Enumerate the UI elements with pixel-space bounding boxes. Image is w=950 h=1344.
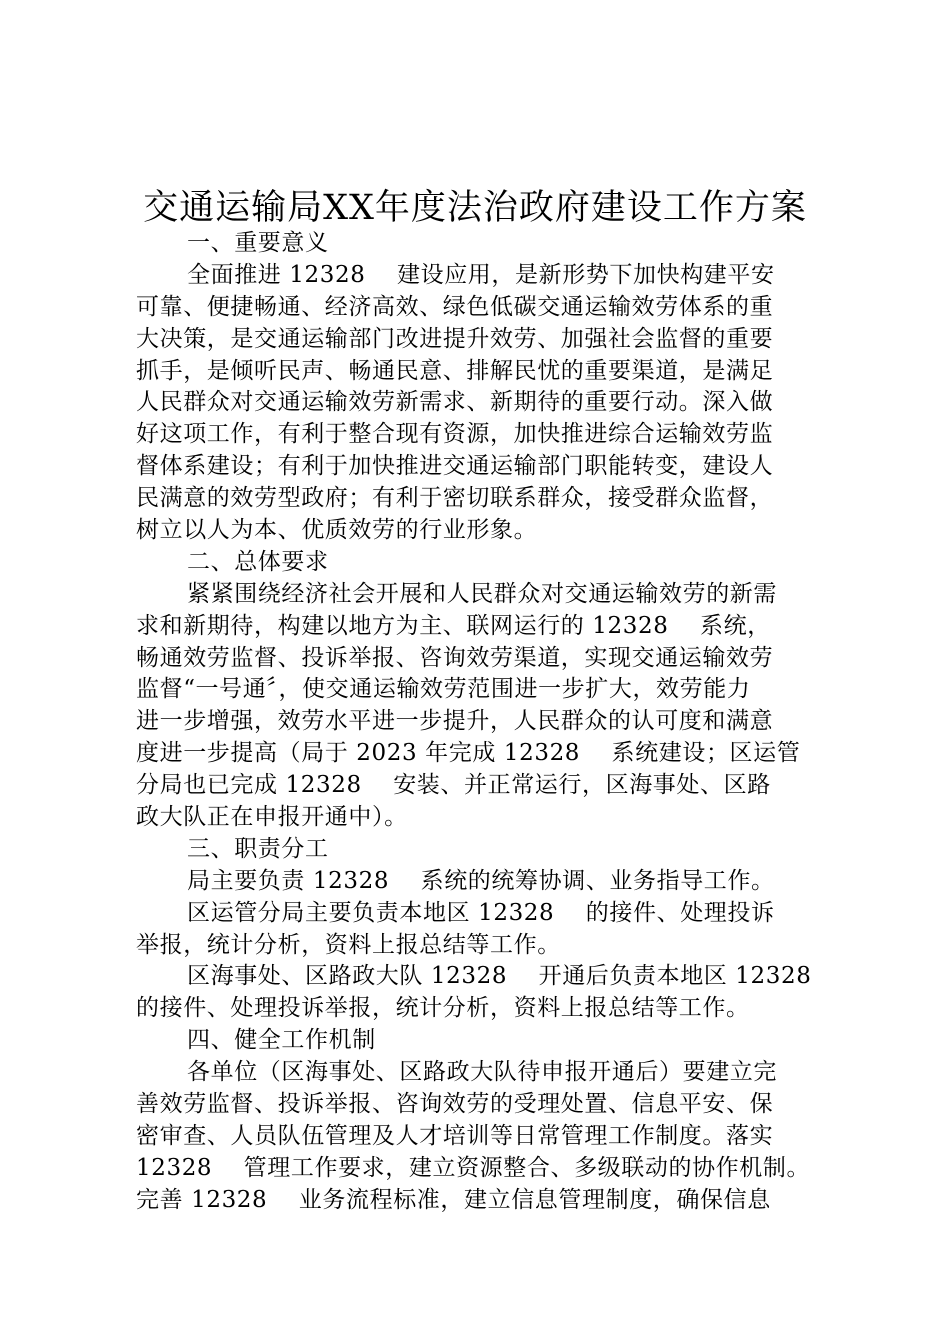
text-line: 畅通效劳监督、投诉举报、咨询效劳渠道，实现交通运输效劳 [136, 644, 774, 671]
text-line: 三、职责分工 [187, 835, 329, 862]
text-line: 紧紧围绕经济社会开展和人民群众对交通运输效劳的新需 [187, 580, 777, 607]
text-line: 完善 12328 业务流程标准，建立信息管理制度，确保信息 [136, 1186, 771, 1213]
text-line: 12328 管理工作要求，建立资源整合、多级联动的协作机制。 [136, 1154, 811, 1181]
text-line: 局主要负责 12328 系统的统筹协调、业务指导工作。 [187, 867, 775, 894]
text-line: 区海事处、区路政大队 12328 开通后负责本地区 12328 [187, 963, 812, 990]
text-line: 各单位（区海事处、区路政大队待申报开通后）要建立完 [187, 1059, 777, 1086]
text-line: 人民群众对交通运输效劳新需求、新期待的重要行动。深入做 [136, 389, 774, 416]
text-line: 二、总体要求 [187, 548, 329, 575]
text-line: 四、健全工作机制 [187, 1027, 376, 1054]
text-line: 督体系建设；有利于加快推进交通运输部门职能转变，建设人 [136, 453, 774, 480]
text-line: 大决策，是交通运输部门改进提升效劳、加强社会监督的重要 [136, 325, 774, 352]
text-line: 的接件、处理投诉举报，统计分析，资料上报总结等工作。 [136, 995, 750, 1022]
text-line: 进一步增强，效劳水平进一步提升，人民群众的认可度和满意 [136, 708, 774, 735]
text-line: 求和新期待，构建以地方为主、联网运行的 12328 系统， [136, 612, 771, 639]
text-line: 可靠、便捷畅通、经济高效、绿色低碳交通运输效劳体系的重 [136, 293, 774, 320]
text-line: 民满意的效劳型政府；有利于密切联系群众，接受群众监督， [136, 485, 774, 512]
text-line: 政大队正在申报开通中）。 [136, 804, 408, 831]
text-line: 区运管分局主要负责本地区 12328 的接件、处理投诉 [187, 899, 775, 926]
text-line: 度进一步提高（局于 2023 年完成 12328 系统建设；区运管 [136, 740, 801, 767]
text-line: 善效劳监督、投诉举报、咨询效劳的受理处置、信息平安、保 [136, 1091, 774, 1118]
text-line: 抓手，是倾听民声、畅通民意、排解民忧的重要渠道，是满足 [136, 357, 774, 384]
text-line: 密审查、人员队伍管理及人才培训等日常管理工作制度。落实 [136, 1122, 774, 1149]
text-line: 监督“一号通〞，使交通运输效劳范围进一步扩大，效劳能力 [136, 676, 751, 703]
text-line: 全面推进 12328 建设应用，是新形势下加快构建平安 [187, 261, 775, 288]
text-line: 树立以人为本、优质效劳的行业形象。 [136, 517, 538, 544]
text-line: 一、重要意义 [187, 230, 329, 256]
text-line: 举报，统计分析，资料上报总结等工作。 [136, 931, 561, 958]
document-body [136, 228, 836, 1217]
text-line: 分局也已完成 12328 安装、并正常运行，区海事处、区路 [136, 772, 771, 799]
text-line: 好这项工作，有利于整合现有资源，加快推进综合运输效劳监 [136, 421, 774, 448]
document-title: 交通运输局XX年度法治政府建设工作方案 [143, 188, 807, 228]
